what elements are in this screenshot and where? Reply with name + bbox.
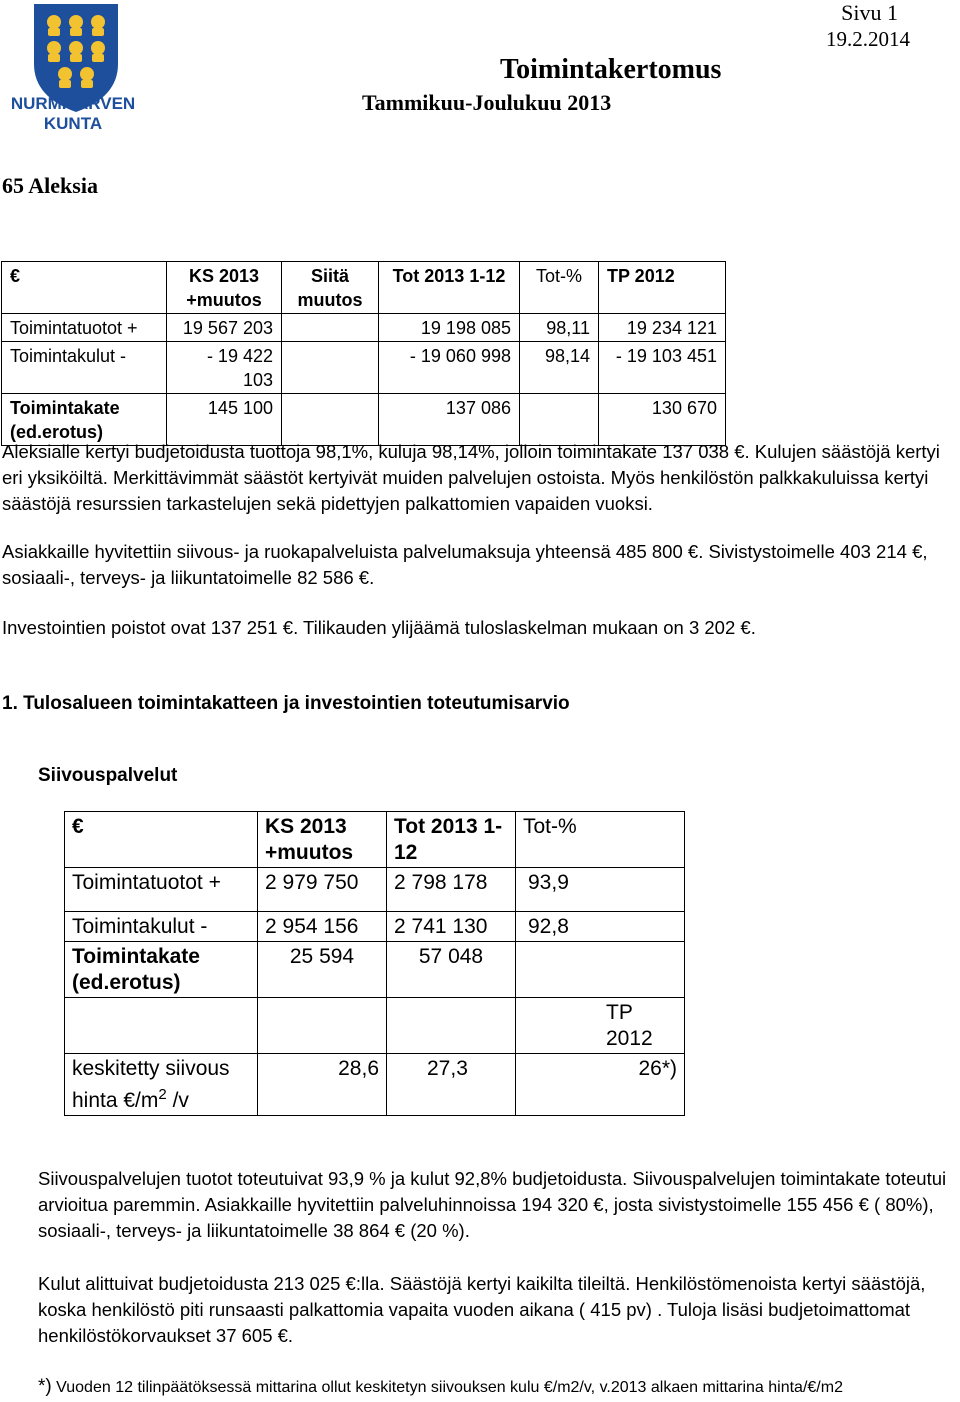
header-change: Siitä muutos [282,262,379,314]
cell-ks: 25 594 [258,942,387,998]
cell-pct: 98,14 [520,342,599,394]
cell-ks: - 19 422 103 [167,342,282,394]
row-label: Toimintakate (ed.erotus) [2,394,167,446]
paragraph: Kulut alittuivat budjetoidusta 213 025 €:lla. Säästöjä kertyi kaikilta tileiltä. Henkilöstömenoista kertyi säästöjä, koska henkilöstö piti runsaasti palkattomia vapaita vuoden aikana ( 415 pv) . Tuloja lisäsi budjetoimattomat henkilöstökorvaukset 37 605 €. [38,1273,926,1346]
metric-label-suffix: /v [166,1089,189,1112]
table-row [2,314,726,342]
header-tp: TP 2012 [599,262,726,314]
currency-cell: € [2,262,167,314]
cell-tot: 27,3 [387,1054,516,1116]
municipality-name: NURMIJÄRVEN KUNTA [10,94,136,133]
row-label: Toimintatuotot + [2,314,167,342]
currency-cell: € [65,812,258,868]
paragraph: Investointien poistot ovat 137 251 €. Tilikauden ylijäämä tuloslaskelman mukaan on 3 202 €. [2,617,756,638]
cell-tp: 19 234 121 [599,314,726,342]
cell-pct [516,942,685,998]
unit-heading: 65 Aleksia [2,173,98,198]
cell-ks: 19 567 203 [167,314,282,342]
header-tot: Tot 2013 1-12 [387,812,516,868]
row-label: Toimintakulut - [2,342,167,394]
header-pct: Tot-% [516,812,685,868]
cell-pct [520,394,599,446]
table-row [2,394,726,446]
cell-change [282,342,379,394]
cell-tot: 137 086 [379,394,520,446]
metric-label-sup: 2 [158,1086,167,1103]
table-row [65,1054,685,1116]
empty-cell [387,998,516,1054]
header-pct: Tot-% [520,262,599,314]
paragraph: Aleksialle kertyi budjetoidusta tuottoja 98,1%, kuluja 98,14%, jolloin toimintakate 137 038 €. Kulujen säästöjä kertyi eri yksiköiltä. Merkittävimmät säästöt kertyivät muiden palvelujen ostoista. Myös henkilöstön palkkakuluissa kertyi säästöjä resurssien tarkastelujen sekä pidettyjen palkattomien vapaiden vuoksi. [2,441,940,514]
footnote [38,1375,843,1400]
report-period: Tammikuu-Joulukuu 2013 [362,90,612,115]
metric-label [65,1054,258,1116]
cell-pct: 92,8 [516,912,685,942]
sub-heading: Siivouspalvelut [38,765,178,786]
cell-tot: 2 798 178 [387,868,516,912]
page-number: Sivu 1 [841,0,898,25]
table-header-row [65,812,685,868]
paragraph: Siivouspalvelujen tuotot toteutuivat 93,9 % ja kulut 92,8% budjetoidusta. Siivouspalvelujen toimintakate toteutui arvioitua paremmin. Asiakkaille hyvitettiin palveluhinnoissa 194 320 €, josta sivistystoimelle 155 456 € ( 80%), sosiaali-, terveys- ja liikuntatoimelle 38 864 € (20 %). [38,1168,947,1241]
cell-tp: 130 670 [599,394,726,446]
paragraph: Asiakkaille hyvitettiin siivous- ja ruokapalveluista palvelumaksuja yhteensä 485 800 €. Sivistystoimelle 403 214 €, sosiaali-, terveys- ja liikuntatoimelle 82 586 €. [2,541,928,588]
cell-tot: - 19 060 998 [379,342,520,394]
row-label: Toimintakate (ed.erotus) [65,942,258,998]
cell-ks: 145 100 [167,394,282,446]
table-header-row [2,262,726,314]
header-tp: TP 2012 [516,998,685,1054]
cell-tp: - 19 103 451 [599,342,726,394]
table-row [65,912,685,942]
section-heading: 1. Tulosalueen toimintakatteen ja investointien toteutumisarvio [2,693,570,714]
header-tot: Tot 2013 1-12 [379,262,520,314]
summary-table [1,261,726,446]
cell-pct: 93,9 [516,868,685,912]
report-title: Toimintakertomus [500,54,722,85]
report-date: 19.2.2014 [826,27,910,51]
header-ks: KS 2013 +muutos [167,262,282,314]
cell-change [282,394,379,446]
row-label: Toimintakulut - [65,912,258,942]
cell-ks: 2 979 750 [258,868,387,912]
table-row [65,998,685,1054]
table-row [2,342,726,394]
header-ks: KS 2013 +muutos [258,812,387,868]
cell-tot: 57 048 [387,942,516,998]
cleaning-table [64,811,685,1116]
municipality-logo [8,2,138,137]
footnote-mark: *) [38,1376,52,1397]
metric-label-text: keskitetty siivous hinta €/m [72,1057,230,1112]
cell-pct: 98,11 [520,314,599,342]
table-row [65,868,685,912]
empty-cell [65,998,258,1054]
cell-tot: 2 741 130 [387,912,516,942]
footnote-text: Vuoden 12 tilinpäätöksessä mittarina ollut keskitetyn siivouksen kulu €/m2/v, v.2013 alkaen mittarina hinta/€/m2 [51,1379,843,1396]
cell-change [282,314,379,342]
cell-tp: 26*) [516,1054,685,1116]
cell-ks: 28,6 [258,1054,387,1116]
table-row [65,942,685,998]
empty-cell [258,998,387,1054]
cell-ks: 2 954 156 [258,912,387,942]
cell-tot: 19 198 085 [379,314,520,342]
row-label: Toimintatuotot + [65,868,258,912]
